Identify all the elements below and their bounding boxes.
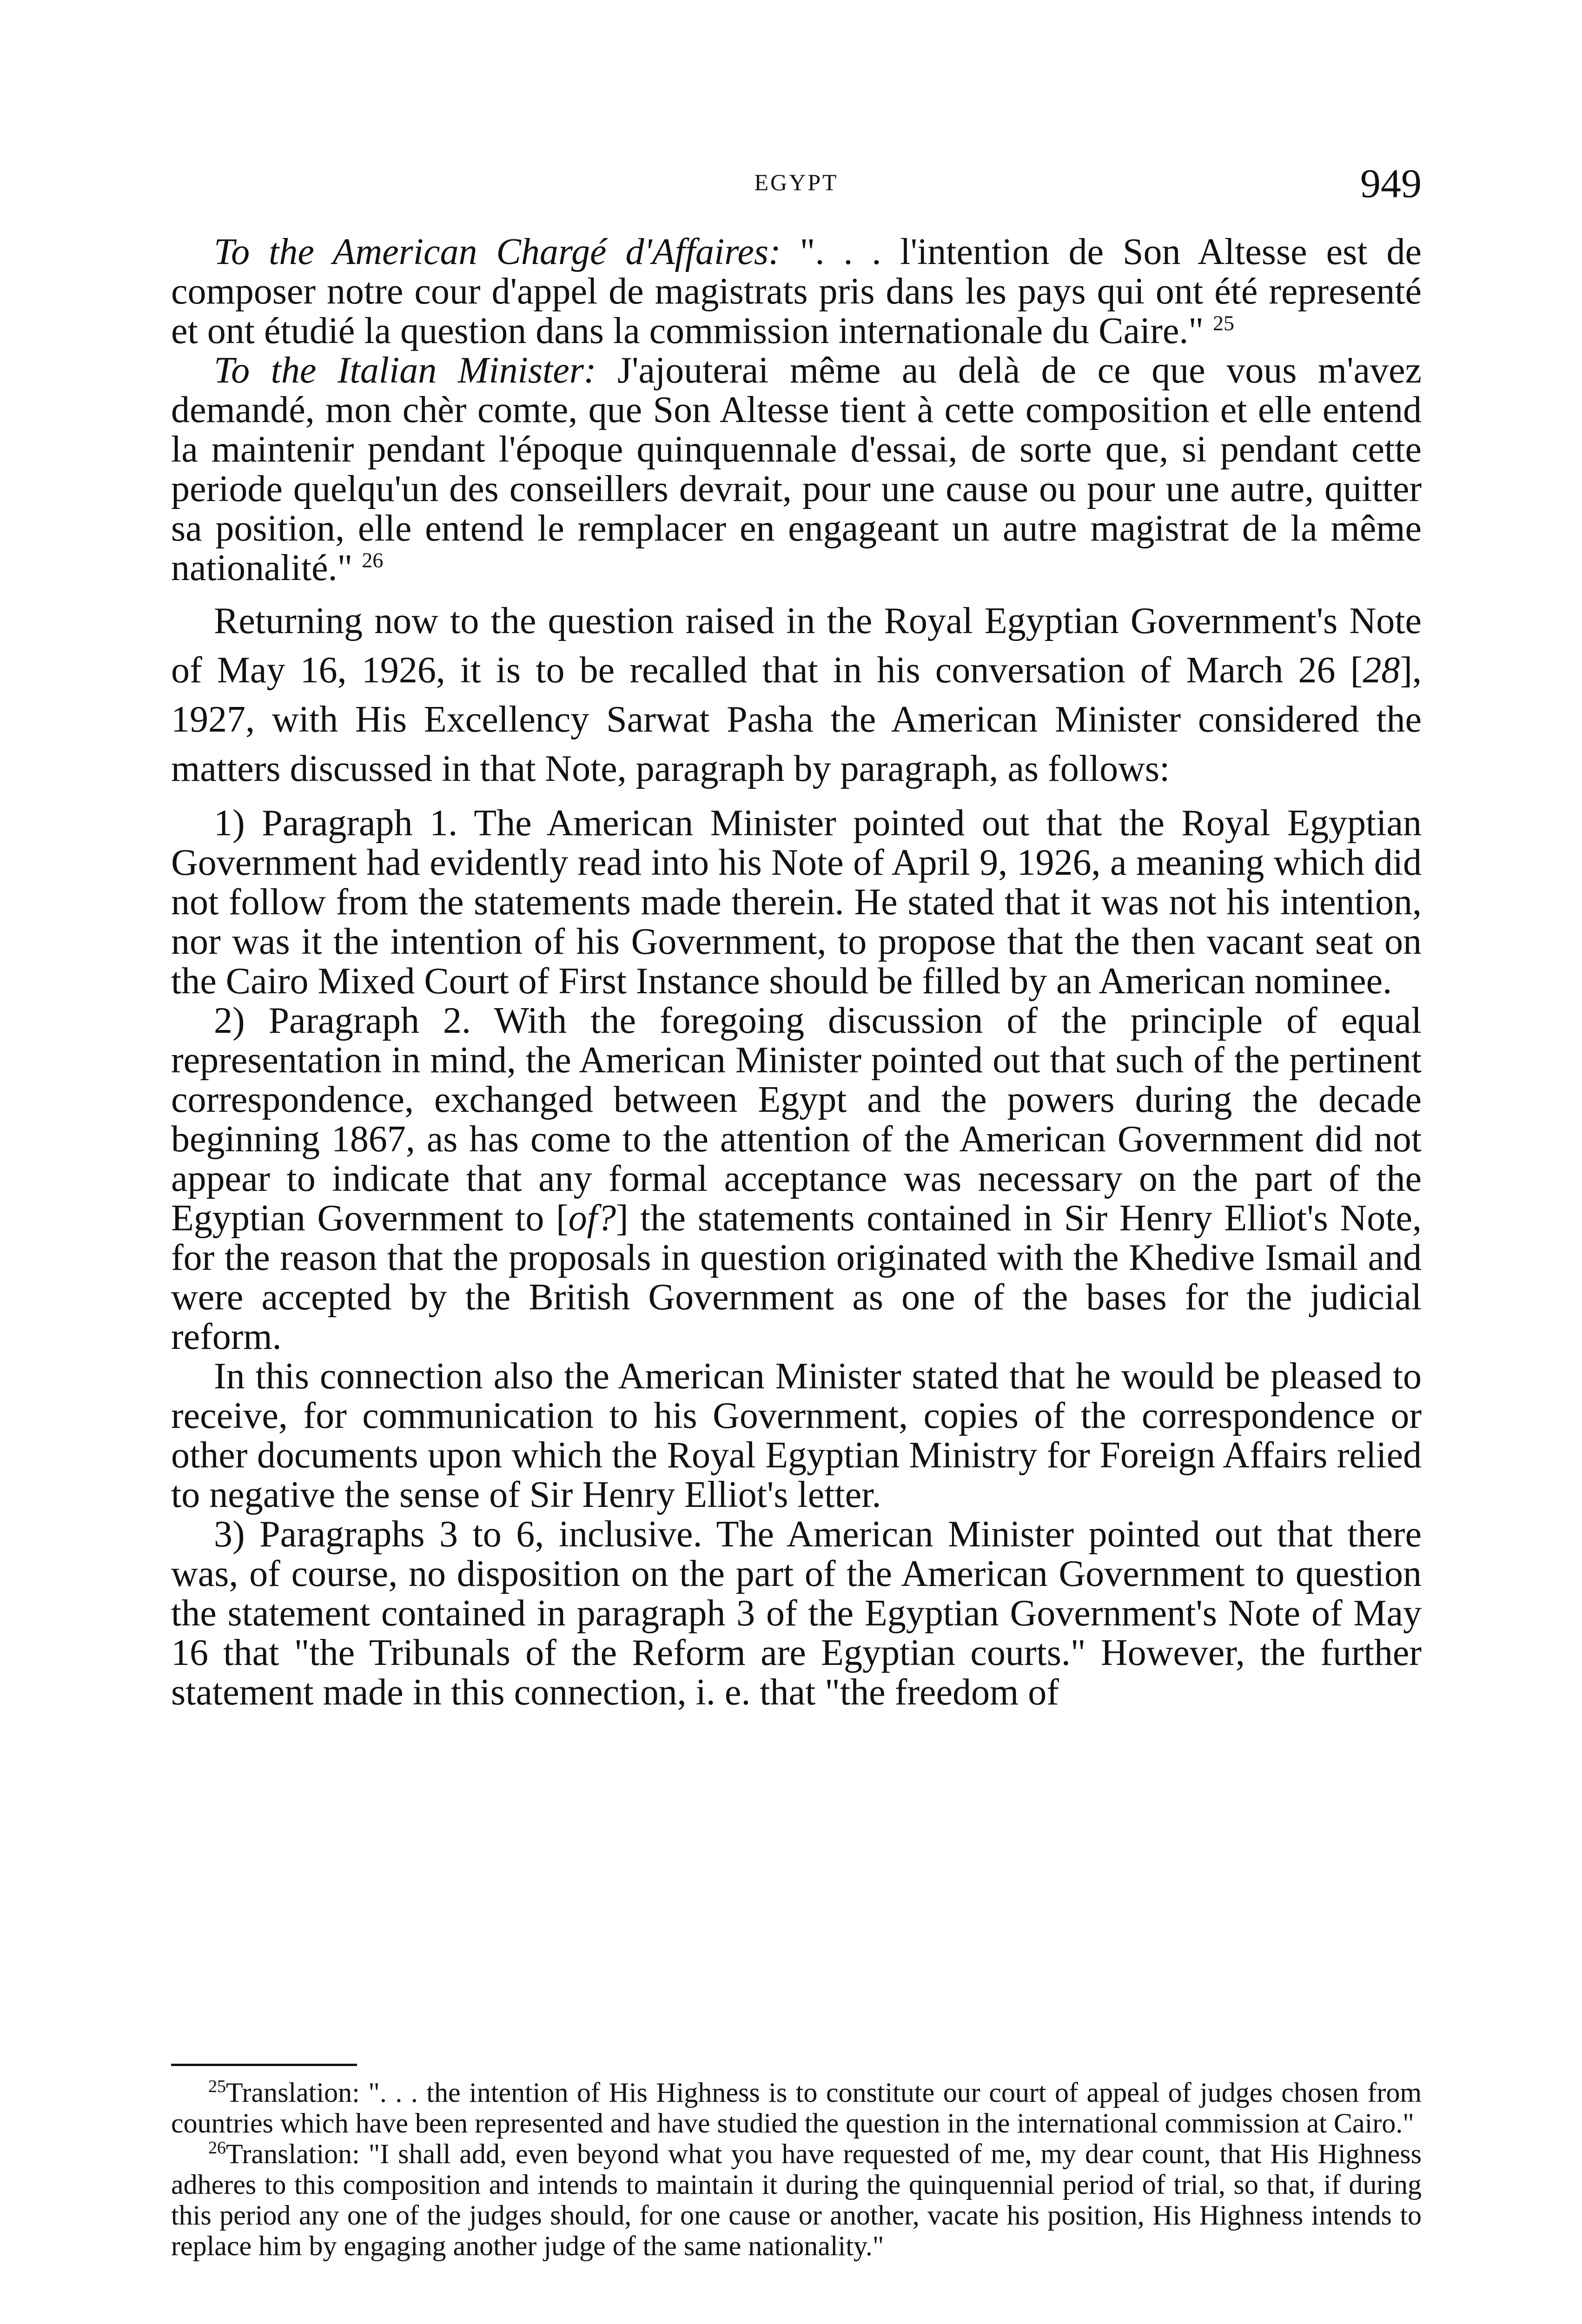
footnote-mark: 26 — [208, 2138, 226, 2158]
paragraph-connection: In this connection also the American Minister stated that he would be pleased to receive, for communication to his Government, copies of the correspondence or other documents upon which the Royal Egyptian Ministry for Foreign Affairs relied to negative the sense of Sir Henry Elliot's letter. — [171, 1356, 1422, 1515]
paragraph-item-2: 2) Paragraph 2. With the foregoing discussion of the principle of equal representation in mind, the American Minister pointed out that such of the pertinent correspondence, exchanged between Egypt and the powers during the decade beginning 1867, as has come to the attention of the American Government did not appear to indicate that any formal acceptance was necessary on the part of the Egyptian Government to [of?] the statements contained in Sir Henry Elliot's Note, for the reason that the proposals in question originated with the Khedive Ismail and were accepted by the British Government as one of the bases for the judicial reform. — [171, 1000, 1422, 1357]
bracketed-correction: of? — [568, 1198, 616, 1239]
footnote-text: Translation: "I shall add, even beyond what you have requested of me, my dear count, that His Highness adheres to this composition and intends to maintain it during the quinquennial period of trial, so that, if during this period any one of the judges should, for one cause or another, vacate his position, His Highness intends to replace him by engaging another judge of the same nationality." — [171, 2139, 1422, 2261]
paragraph-text: ". . . l'intention de Son Altesse est de composer notre cour d'appel de magistrats pris dans les pays qui ont été representé et ont étudié la question dans la commission internationale du Caire." — [171, 231, 1422, 351]
paragraph-american-charge — [171, 232, 1422, 351]
running-head: EGYPT — [754, 169, 839, 195]
paragraph-item-3: 3) Paragraphs 3 to 6, inclusive. The American Minister pointed out that there was, of course, no disposition on the part of the American Government to question the statement contained in paragraph 3 of the Egyptian Government's Note of May 16 that "the Tribunals of the Reform are Egyptian courts." However, the further statement made in this connection, i. e. that "the freedom of — [171, 1514, 1422, 1713]
footnote-text: Translation: ". . . the intention of His Highness is to constitute our court of appeal of judges chosen from countries which have been represented and have studied the question in the international commission at Cairo." — [171, 2077, 1422, 2139]
footnotes — [171, 2064, 1422, 2261]
bracketed-correction: 28 — [1363, 650, 1400, 691]
paragraph-text: J'ajouterai même au delà de ce que vous m'avez demandé, mon chèr comte, que Son Altesse tient à cette composition et elle entend la maintenir pendant l'époque quinquennale d'essai, de sorte que, si pendant cette periode quelqu'un des conseillers devrait, pour une cause ou pour une autre, quitter sa position, elle entend le remplacer en engageant un autre magistrat de la même nationalité." — [171, 350, 1422, 588]
footnote-26 — [171, 2139, 1422, 2261]
paragraph-italian-minister — [171, 351, 1422, 588]
footnote-ref-25: 25 — [1213, 311, 1235, 335]
footnote-mark: 25 — [208, 2077, 226, 2096]
footnote-rule — [171, 2064, 357, 2066]
paragraph-item-1: 1) Paragraph 1. The American Minister pointed out that the Royal Egyptian Government had evidently read into his Note of April 9, 1926, a meaning which did not follow from the statements made therein. He stated that it was not his intention, nor was it the intention of his Government, to propose that the then vacant seat on the Cairo Mixed Court of First Instance should be filled by an American nominee. — [171, 803, 1422, 1002]
page-number: 949 — [1360, 161, 1422, 206]
main-text — [171, 232, 1422, 1712]
page-header — [171, 160, 1422, 211]
footnote-ref-26: 26 — [362, 548, 384, 572]
addressee-italian-minister: To the Italian Minister: — [214, 350, 596, 391]
paragraph-returning: Returning now to the question raised in the Royal Egyptian Government's Note of May 16, 1926, it is to be recalled that in his conversation of March 26 [28], 1927, with His Excellency Sarwat Pasha the American Minister considered the matters discussed in that Note, paragraph by paragraph, as follows: — [171, 601, 1422, 789]
footnote-25 — [171, 2077, 1422, 2139]
addressee-american-charge: To the American Chargé d'Affaires: — [214, 231, 781, 272]
